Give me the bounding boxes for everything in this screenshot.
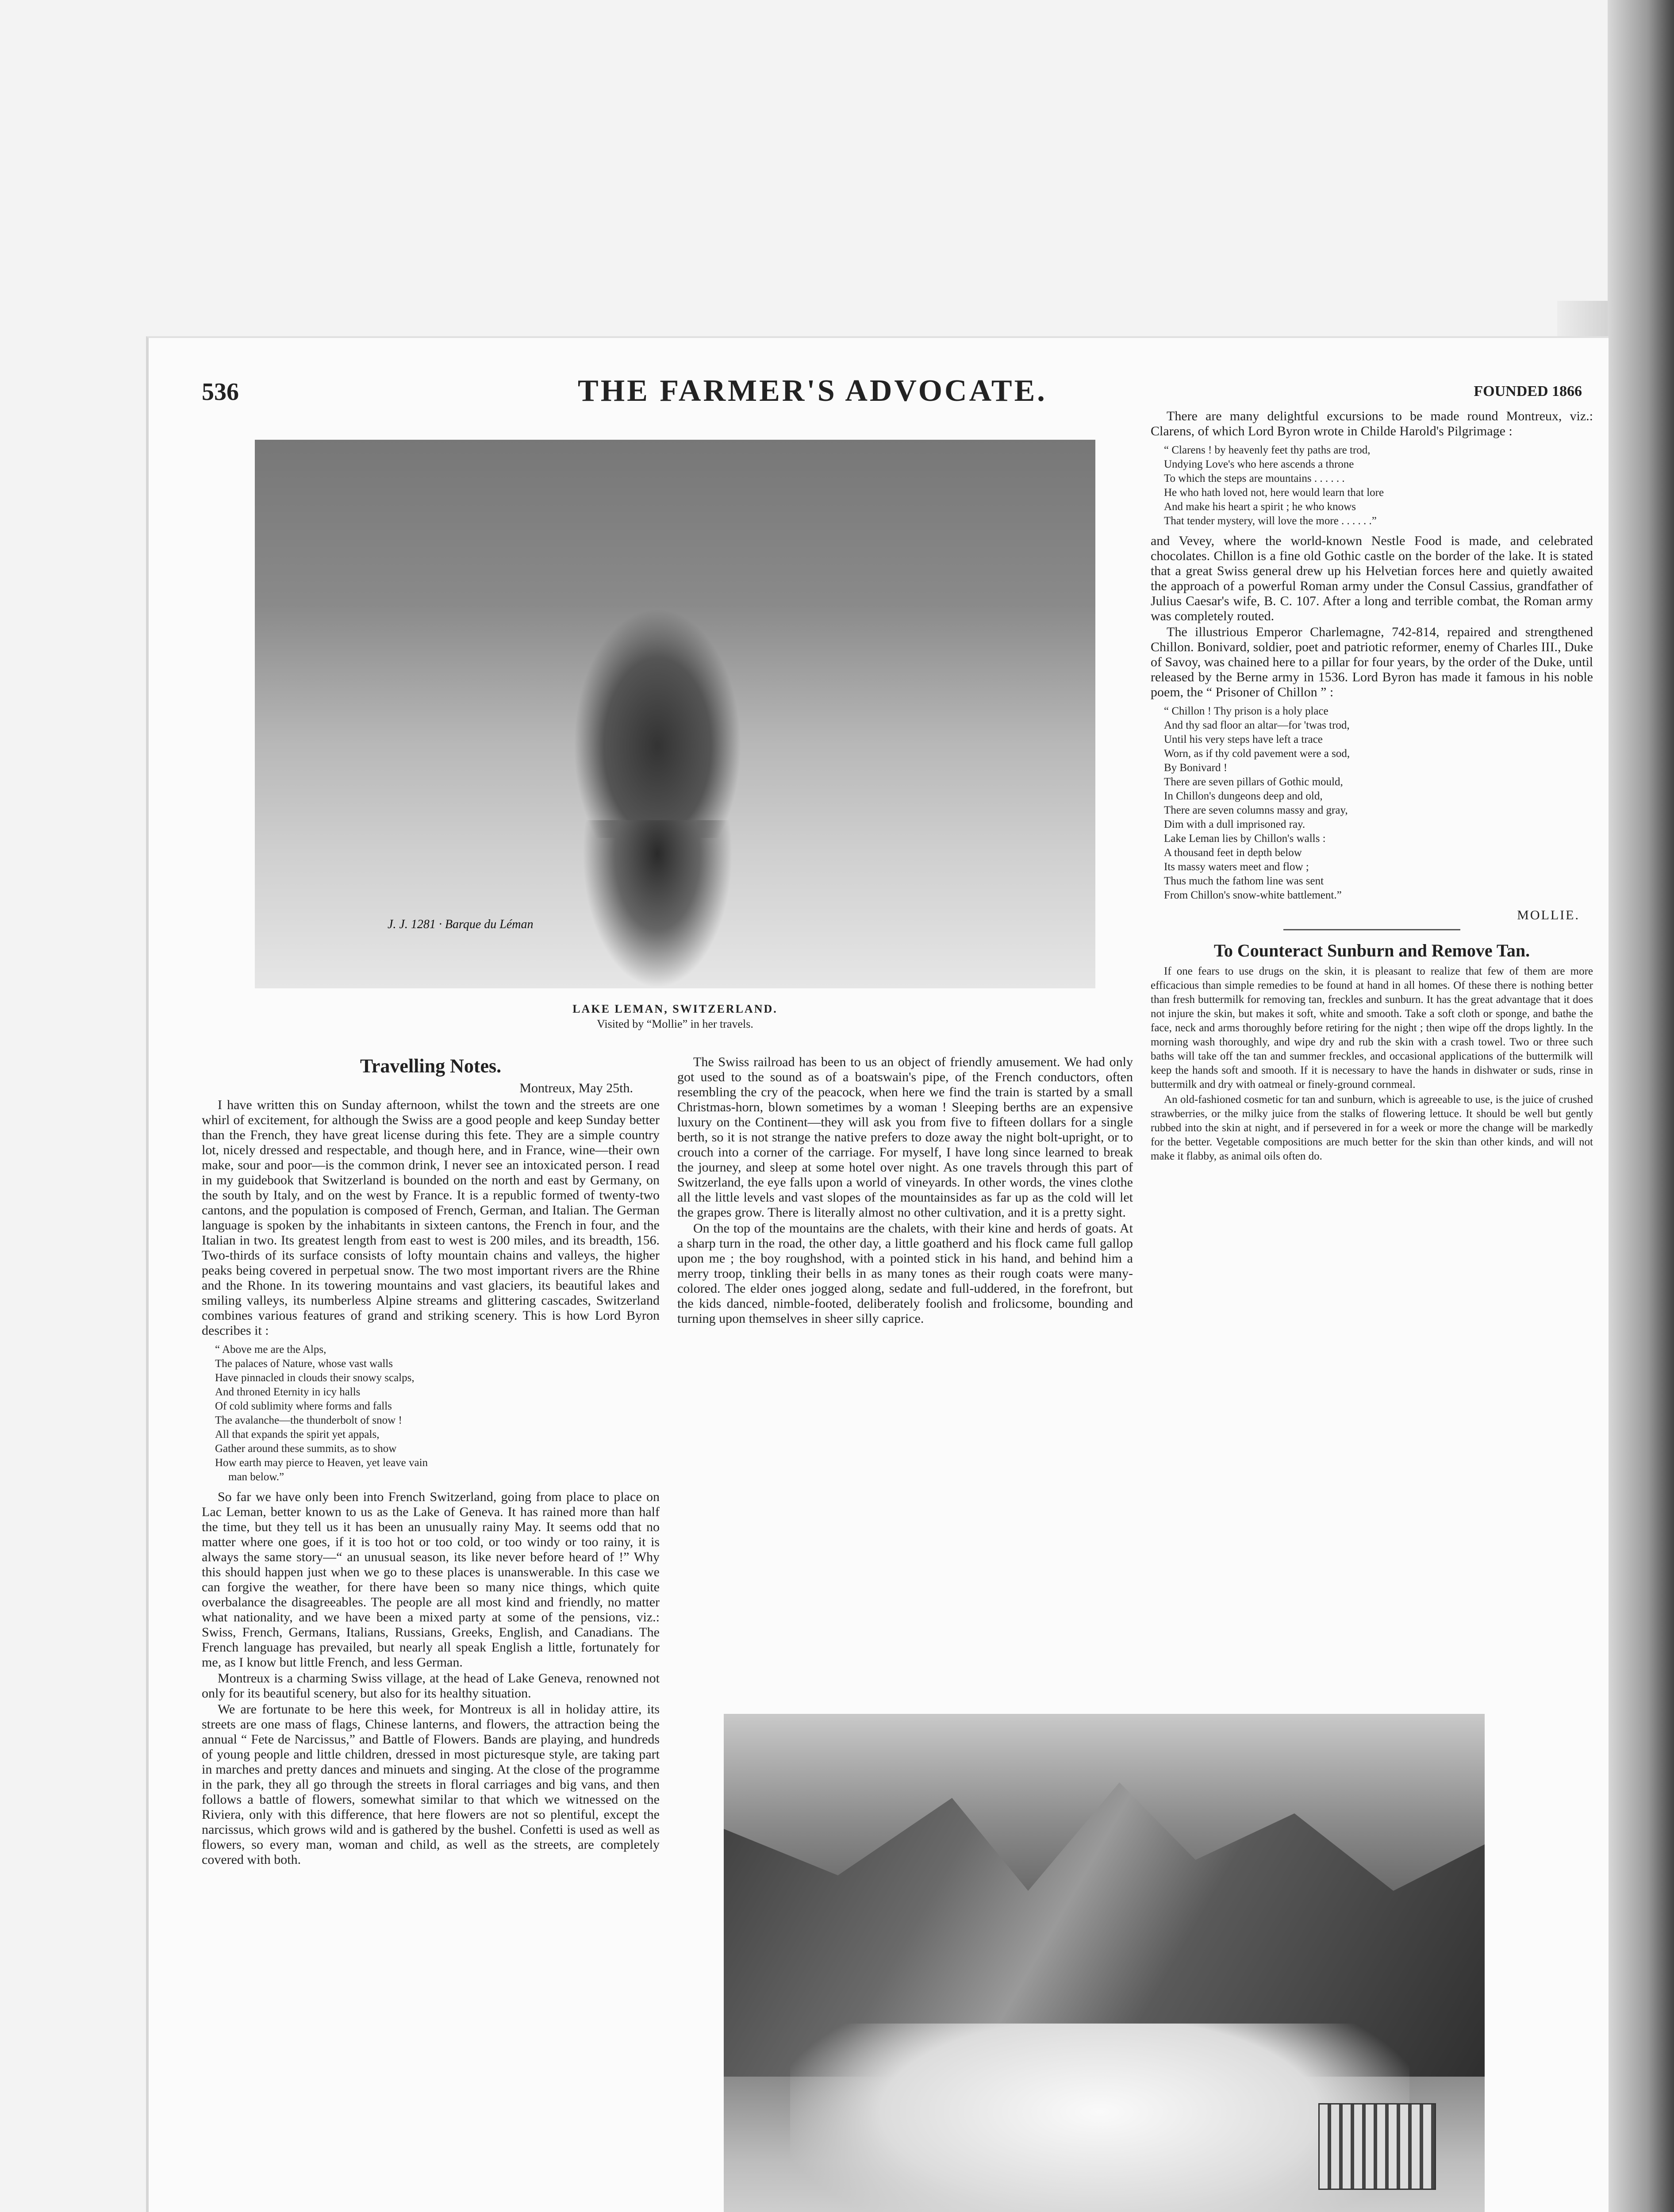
article-column-3	[1151, 409, 1593, 1164]
poem-line: He who hath loved not, here would learn that lore	[1164, 487, 1384, 499]
chamonix-photo	[724, 1714, 1485, 2212]
poem-line: There are seven pillars of Gothic mould,	[1164, 776, 1343, 788]
photo-inner-caption: J. J. 1281 · Barque du Léman	[388, 918, 534, 931]
article-paragraph: So far we have only been into French Switzerland, going from place to place on Lac Leman, better known to us as the Lake of Geneva. It has rained more than half the time, but they tell us it has been an unusually rainy May. It seems odd that no matter where one goes, if it is too hot or too cold, or too windy or too rainy, it is always the same story—“ an unusual season, its like never before heard of !” Why this should happen just when we go to these places is unanswerable. In this case we can forgive the weather, for there have been so many nice things, which quite overbalance the disagreeables. The people are all most kind and friendly, no matter what nationality, and we have been a mixed party at some of the pensions, viz.: Swiss, French, Germans, Italians, Russians, Greeks, English, and Canadians. The French language has prevailed, but nearly all speak English a little, fortunately for me, as I know but little French, and less German.	[202, 1490, 660, 1670]
newspaper-page	[146, 336, 1609, 2212]
masthead-title: THE FARMER'S ADVOCATE.	[578, 374, 1047, 408]
poem-line: “ Clarens ! by heavenly feet thy paths are trod,	[1164, 444, 1371, 456]
poem-line: From Chillon's snow-white battlement.”	[1164, 889, 1342, 901]
poem-line: And make his heart a spirit ; he who knows	[1164, 501, 1356, 513]
article-signature: MOLLIE.	[1517, 908, 1580, 922]
lake-leman-caption	[255, 1002, 1095, 1032]
poem-line: To which the steps are mountains . . . . . .	[1164, 472, 1345, 484]
masthead	[202, 373, 1582, 413]
article-heading: Travelling Notes.	[360, 1055, 502, 1077]
poem-line: Undying Love's who here ascends a throne	[1164, 458, 1354, 470]
article-paragraph: The illustrious Emperor Charlemagne, 742-814, repaired and strengthened Chillon. Bonivard, soldier, poet and patriotic reformer, enemy of Charles III., Duke of Savoy, was chained here to a pillar for four years, by the order of the Duke, until released by the Berne army in 1536. Lord Byron has made it famous in his noble poem, the “ Prisoner of Chillon ” :	[1151, 625, 1593, 699]
poem-line: Dim with a dull imprisoned ray.	[1164, 818, 1305, 830]
poem-line: By Bonivard !	[1164, 762, 1228, 774]
sunburn-article	[1151, 964, 1593, 1164]
glacier	[790, 2024, 1409, 2212]
poem-line: Gather around these summits, as to show	[215, 1443, 397, 1455]
article-paragraph: There are many delightful excursions to be made round Montreux, viz.: Clarens, of which Lord Byron wrote in Childe Harold's Pilgrimage :	[1151, 409, 1593, 438]
barque-silhouette	[573, 608, 741, 838]
poem-line: A thousand feet in depth below	[1164, 847, 1302, 859]
article-column-2	[677, 1055, 1133, 1327]
article-paragraph: Montreux is a charming Swiss village, at the head of Lake Geneva, renowned not only for its beautiful scenery, but also for its healthy situation.	[202, 1671, 660, 1701]
poem-line: man below.”	[228, 1471, 284, 1483]
binding-edge	[1608, 0, 1674, 2212]
poem-chillon	[1164, 704, 1593, 902]
poem-line: How earth may pierce to Heaven, yet leave vain	[215, 1457, 428, 1469]
poem-line: “ Chillon ! Thy prison is a holy place	[1164, 705, 1328, 717]
poem-alps	[215, 1343, 660, 1484]
article-paragraph: I have written this on Sunday afternoon, whilst the town and the streets are one whirl of excitement, for although the Swiss are a good people and keep Sunday better than the French, they have great license during this fete. They are a simple country lot, nicely dressed and respectable, and though here, and in France, wine—their own make, sour and poor—is the common drink, I never see an intoxicated person. I read in my guidebook that Switzerland is bounded on the north and east by Germany, on the south by Italy, and on the west by France. It is a republic formed of twenty-two cantons, and the population is composed of French, German, and Italian. The German language is spoken by the inhabitants in sixteen cantons, the French in four, and the Italian in two. Its greatest length from east to west is 200 miles, and its breadth, 156. Two-thirds of its surface consists of lofty mountain chains and valleys, the higher peaks being covered in perpetual snow. The two most important rivers are the Rhine and the Rhone. In its towering mountains and vast glaciers, its beautiful lakes and smiling valleys, its numberless Alpine streams and glittering cascades, Switzerland combines various features of grand and striking scenery. This is how Lord Byron describes it :	[202, 1098, 660, 1338]
poem-line: In Chillon's dungeons deep and old,	[1164, 790, 1323, 802]
article-paragraph: We are fortunate to be here this week, for Montreux is all in holiday attire, its streets are one mass of flags, Chinese lanterns, and flowers, the attraction being the annual “ Fete de Narcissus,” and Battle of Flowers. Bands are playing, and hundreds of young people and little children, dressed in most picturesque style, are taking part in marches and pretty dances and minuets and singing. At the close of the programme in the park, they all go through the streets in floral carriages and big vans, and then follows a battle of flowers, somewhat similar to that which we witnessed on the Riviera, only with this difference, that here flowers are not so plentiful, except the narcissus, which grows wild and is gathered by the bushel. Confetti is used as well as flowers, so every man, woman and child, as well as the streets, are completely covered with both.	[202, 1702, 660, 1867]
poem-line: All that expands the spirit yet appals,	[215, 1429, 380, 1440]
poem-line: Of cold sublimity where forms and falls	[215, 1400, 392, 1412]
poem-line: “ Above me are the Alps,	[215, 1344, 326, 1356]
poem-line: Its massy waters meet and flow ;	[1164, 861, 1309, 873]
article-column-1	[202, 1055, 660, 1868]
poem-clarens	[1164, 443, 1593, 528]
poem-line: The avalanche—the thunderbolt of snow !	[215, 1414, 402, 1426]
poem-line: Worn, as if thy cold pavement were a sod,	[1164, 748, 1350, 760]
article-paragraph: If one fears to use drugs on the skin, it is pleasant to realize that few of them are more efficacious than simple remedies to be found at hand in all homes. Of these there is nothing better than fresh buttermilk for removing tan, freckles and sunburn. It has the great advantage that it does not injure the skin, but makes it soft, white and smooth. Take a soft cloth or sponge, and bathe the face, neck and arms thoroughly before retiring for the night ; then wipe off the drops lightly. In the morning wash thoroughly, and wipe dry and rub the skin with a crash towel. Two or three such baths will take off the tan and summer freckles, and occasional applications of the buttermilk will keep the hands soft and smooth. If it is necessary to have the hands in dishwater or suds, rinse in buttermilk and dry with oatmeal or finely-ground cornmeal.	[1151, 965, 1593, 1091]
caption-title: LAKE LEMAN, SWITZERLAND.	[572, 1002, 778, 1015]
hotel-building	[1318, 2103, 1436, 2190]
poem-line: Have pinnacled in clouds their snowy scalps,	[215, 1372, 415, 1384]
poem-line: And thy sad floor an altar—for 'twas trod,	[1164, 719, 1350, 731]
poem-line: Thus much the fathom line was sent	[1164, 875, 1324, 887]
article-dateline: Montreux, May 25th.	[519, 1081, 633, 1095]
article-paragraph: An old-fashioned cosmetic for tan and sunburn, which is agreeable to use, is the juice of crushed strawberries, or the milky juice from the stalks of flowering lettuce. It should be well but gently rubbed into the skin at night, and if persevered in for a week or more the change will be markedly for the better. Vegetable compositions are much better for the skin than other kinds, and will not make it flabby, as animal oils often do.	[1151, 1094, 1593, 1162]
poem-line: That tender mystery, will love the more . . . . . .”	[1164, 515, 1377, 527]
article-paragraph: On the top of the mountains are the chalets, with their kine and herds of goats. At a sharp turn in the road, the other day, a little goatherd and his flock came full gallop upon me ; the boy roughshod, with a pointed stick in his hand, and behind him a merry troop, tinkling their bells in as many tones as their rough coats were many-colored. The elder ones jogged along, sedate and full-uddered, in the forefront, but the kids danced, nimble-footed, deliberately foolish and frolicsome, bounding and turning upon themselves in sheer silly caprice.	[677, 1221, 1133, 1326]
founded-label: FOUNDED 1866	[1474, 383, 1582, 399]
poem-line: The palaces of Nature, whose vast walls	[215, 1358, 393, 1370]
poem-line: And throned Eternity in icy halls	[215, 1386, 361, 1398]
page-number: 536	[202, 378, 239, 406]
poem-line: Lake Leman lies by Chillon's walls :	[1164, 833, 1326, 845]
section-divider	[1283, 929, 1460, 930]
poem-line: There are seven columns massy and gray,	[1164, 804, 1348, 816]
water-reflection	[582, 820, 733, 988]
sunburn-heading: To Counteract Sunburn and Remove Tan.	[1213, 941, 1530, 960]
article-paragraph: The Swiss railroad has been to us an object of friendly amusement. We had only got used to the sound as of a boatswain's pipe, of the French conductors, often resembling the cry of the peacock, when here we find the train is started by a small Christmas-horn, blown sometimes by a woman ! Sleeping berths are an expensive luxury on the Continent—they will ask you from five to fifteen dollars for a single berth, so it is not strange the native prefers to doze away the night bolt-upright, or to crouch into a corner of the carriage. For myself, I have long since learned to break the journey, and sleep at some hotel over night. As one travels through this part of Switzerland, the eye falls upon a world of vineyards. In other words, the vines clothe all the little levels and vast slopes of the mountainsides as far up as the cold will let the grapes grow. There is literally almost no other cultivation, and it is a pretty sight.	[677, 1055, 1133, 1220]
caption-subtitle: Visited by “Mollie” in her travels.	[597, 1018, 753, 1030]
article-paragraph: and Vevey, where the world-known Nestle Food is made, and celebrated chocolates. Chillon is a fine old Gothic castle on the border of the lake. It is stated that a great Swiss general drew up his Helvetian forces here and quietly awaited the approach of a powerful Roman army under the Consul Cassius, grandfather of Julius Caesar's wife, B. C. 107. After a long and terrible combat, the Roman army was completely routed.	[1151, 534, 1593, 623]
poem-line: Until his very steps have left a trace	[1164, 733, 1323, 745]
lake-leman-photo	[255, 440, 1095, 988]
